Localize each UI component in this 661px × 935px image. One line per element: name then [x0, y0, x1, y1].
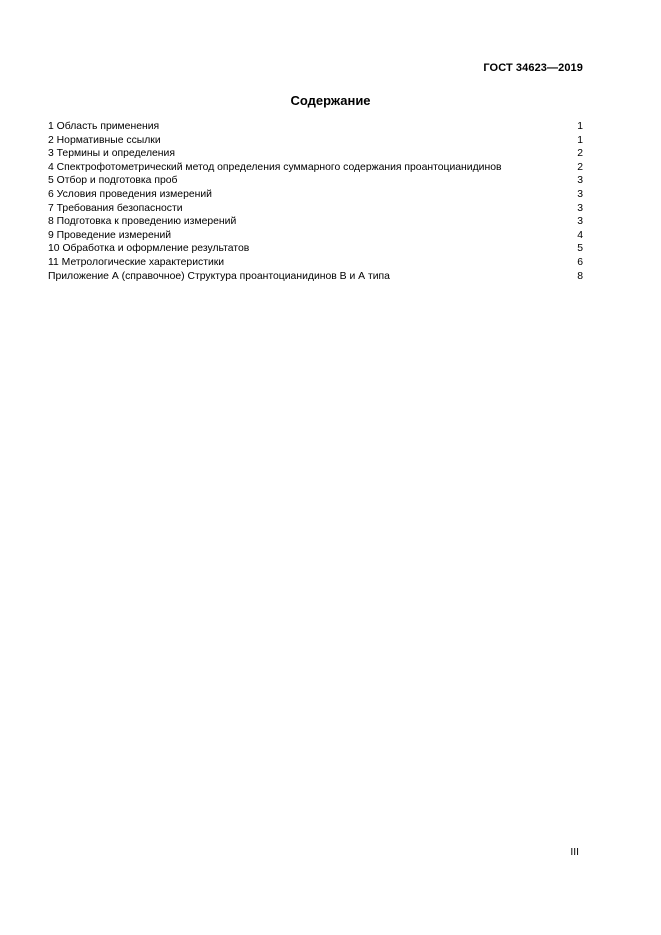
toc-entry-page: 3 — [577, 216, 583, 228]
toc-entry-label: 5 Отбор и подготовка проб — [48, 175, 178, 187]
toc-entry[interactable] — [48, 161, 583, 175]
toc-entry[interactable] — [48, 120, 583, 134]
toc-entry-label: 6 Условия проведения измерений — [48, 188, 212, 200]
toc-entry-page: 4 — [577, 229, 583, 241]
toc-entry-label: 4 Спектрофотометрический метод определения суммарного содержания проантоцианидинов — [48, 161, 502, 173]
toc-entry[interactable] — [48, 202, 583, 216]
toc-entry-page: 1 — [577, 134, 583, 146]
toc-entry[interactable] — [48, 215, 583, 229]
toc-entry-label: 2 Нормативные ссылки — [48, 134, 161, 146]
toc-entry[interactable] — [48, 242, 583, 256]
toc-entry-label: 11 Метрологические характеристики — [48, 256, 225, 268]
page-number: III — [570, 847, 579, 858]
toc-entry-page: 1 — [577, 121, 583, 132]
toc-entry-label: 9 Проведение измерений — [48, 229, 172, 241]
toc-entry-page: 3 — [577, 188, 583, 200]
toc-entry[interactable] — [48, 188, 583, 202]
toc-title: Содержание — [290, 93, 371, 108]
toc-entry-label: 10 Обработка и оформление результатов — [48, 243, 250, 255]
toc-entry-page: 2 — [577, 161, 583, 173]
toc-entry-page: 5 — [577, 243, 583, 255]
toc-entry[interactable] — [48, 147, 583, 161]
toc-entry[interactable] — [48, 256, 583, 270]
toc-entry-page: 3 — [577, 202, 583, 214]
toc-entry-page: 8 — [577, 270, 583, 282]
toc-entry[interactable] — [48, 134, 583, 148]
toc-entry[interactable] — [48, 270, 583, 284]
toc-list — [48, 120, 583, 283]
document-code: ГОСТ 34623—2019 — [483, 62, 583, 74]
toc-entry-page: 3 — [577, 175, 583, 187]
toc-entry-label: Приложение А (справочное) Структура проантоцианидинов В и А типа — [48, 270, 390, 282]
toc-entry-label: 8 Подготовка к проведению измерений — [48, 216, 237, 228]
toc-entry-page: 6 — [577, 256, 583, 268]
toc-entry-label: 3 Термины и определения — [48, 148, 175, 160]
toc-entry-page: 2 — [577, 148, 583, 160]
toc-entry-label: 7 Требования безопасности — [48, 202, 183, 214]
toc-entry-label: 1 Область применения — [48, 121, 160, 132]
toc-entry[interactable] — [48, 174, 583, 188]
toc-entry[interactable] — [48, 229, 583, 243]
